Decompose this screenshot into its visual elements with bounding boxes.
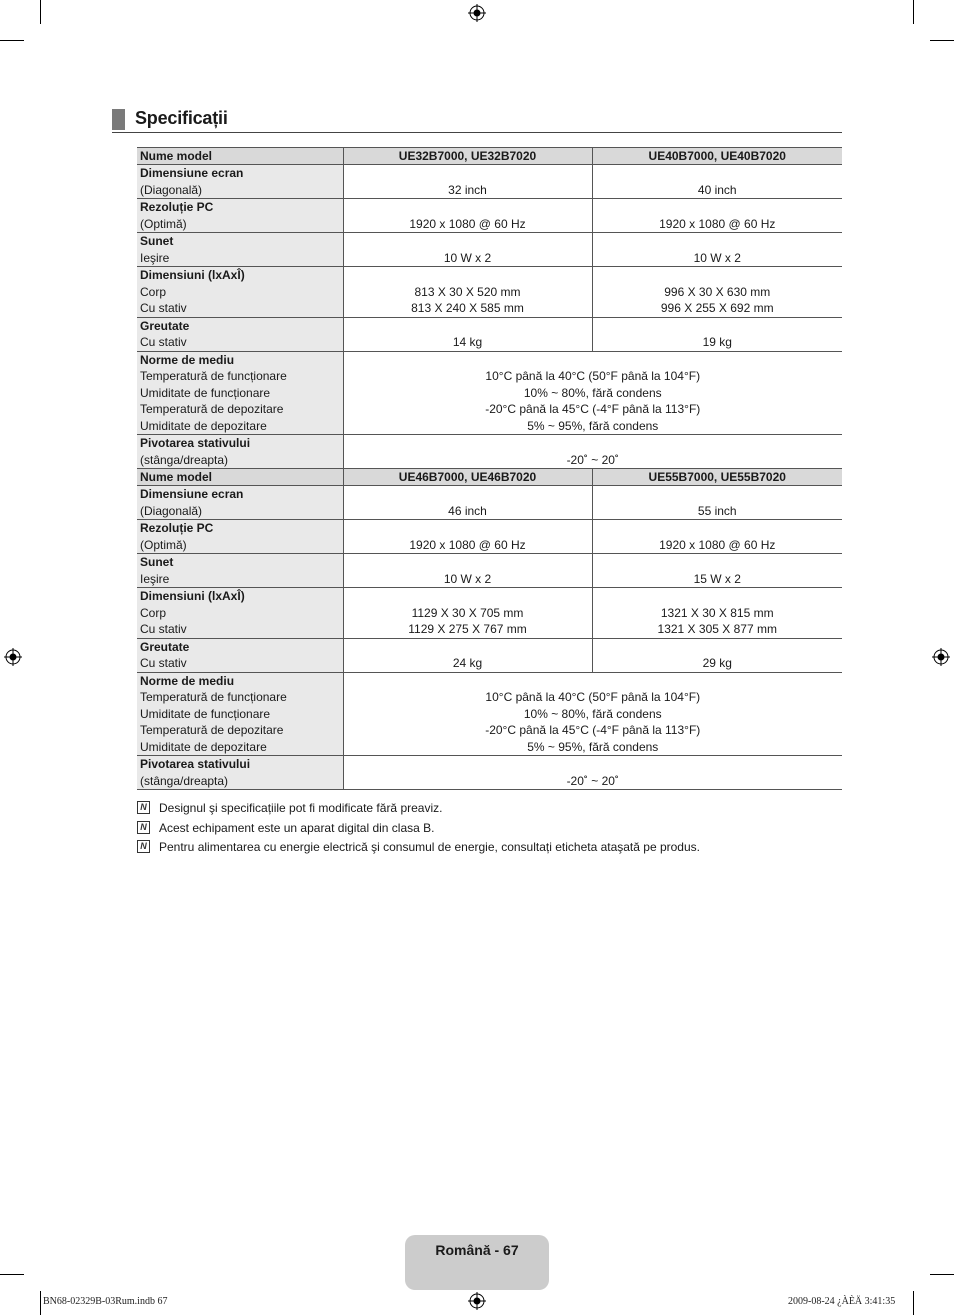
note-icon: N — [137, 801, 150, 814]
page-title: Specificații — [135, 108, 228, 128]
cell-value: 10 W x 2 — [343, 554, 592, 588]
cell-value: 1920 x 1080 @ 60 Hz — [592, 520, 842, 554]
table-row-dimensions — [137, 588, 842, 639]
cell-value: 1920 x 1080 @ 60 Hz — [343, 520, 592, 554]
cell-line: 5% ~ 95%, fără condens — [527, 739, 659, 754]
row-title: Dimensiuni (lxAxÎ) — [140, 589, 245, 603]
row-title: Rezoluție PC — [140, 521, 214, 535]
row-sub: (stânga/dreapta) — [140, 452, 229, 467]
row-sub: Umiditate de funcționare — [140, 706, 271, 721]
header-model-col2: UE55B7000, UE55B7020 — [592, 469, 842, 486]
cell-line: 813 X 240 X 585 mm — [411, 301, 524, 315]
row-title: Dimensiuni (lxAxÎ) — [140, 268, 245, 282]
table-row-dimensions — [137, 267, 842, 318]
header-model-col1: UE46B7000, UE46B7020 — [343, 469, 592, 486]
row-title: Greutate — [140, 318, 190, 333]
row-sub: (Diagonală) — [140, 182, 203, 197]
crop-mark — [0, 1274, 24, 1275]
row-sub: Umiditate de funcționare — [140, 385, 271, 400]
row-title: Dimensiune ecran — [140, 487, 244, 501]
crop-mark — [930, 40, 954, 41]
cell-line: -20°C până la 45°C (-4°F până la 113°F) — [485, 402, 701, 416]
crop-mark — [913, 0, 914, 24]
header-label: Nume model — [137, 148, 343, 165]
cell-line: 996 X 30 X 630 mm — [664, 284, 771, 299]
note-icon: N — [137, 821, 150, 834]
row-sub: Temperatură de depozitare — [140, 723, 284, 737]
table-row-environment — [137, 351, 842, 435]
heading-bar — [112, 109, 125, 130]
row-sub: Corp — [140, 284, 167, 299]
cell-value: 29 kg — [592, 638, 842, 672]
spec-table-1 — [137, 147, 842, 469]
row-sub: Corp — [140, 605, 167, 620]
section-heading — [112, 107, 842, 133]
table-row-pc — [137, 199, 842, 233]
crop-mark — [930, 1274, 954, 1275]
note-text: Acest echipament este un aparat digital din clasa B. — [159, 820, 435, 835]
table-row-weight — [137, 317, 842, 351]
table-row-weight — [137, 638, 842, 672]
registration-mark-icon — [932, 648, 950, 666]
page-number-tab — [405, 1235, 549, 1290]
table-row-swivel — [137, 435, 842, 469]
cell-value: 55 inch — [592, 486, 842, 520]
cell-line: 996 X 255 X 692 mm — [660, 301, 774, 315]
cell-value — [343, 267, 592, 318]
crop-mark — [913, 1291, 914, 1315]
cell-line: 10°C până la 40°C (50°F până la 104°F) — [485, 690, 701, 704]
page-number: Română - 67 — [435, 1242, 519, 1258]
footer-file: BN68-02329B-03Rum.indb 67 — [43, 1296, 168, 1307]
cell-value — [343, 351, 842, 435]
registration-mark-icon — [468, 1292, 486, 1310]
cell-value: 24 kg — [343, 638, 592, 672]
note-text: Designul şi specificațiile pot fi modificate fără preaviz. — [159, 801, 443, 815]
row-title: Pivotarea stativului — [140, 436, 251, 450]
cell-value: 1920 x 1080 @ 60 Hz — [343, 199, 592, 233]
cell-value: 10 W x 2 — [343, 233, 592, 267]
cell-value — [592, 267, 842, 318]
table-row-swivel — [137, 756, 842, 790]
row-sub: Umiditate de depozitare — [140, 418, 267, 433]
cell-line: 1129 X 30 X 705 mm — [411, 605, 524, 620]
table-row-sound — [137, 554, 842, 588]
table-row-environment — [137, 672, 842, 756]
cell-line: 5% ~ 95%, fără condens — [527, 418, 659, 433]
table-row-pc — [137, 520, 842, 554]
cell-line: 1129 X 275 X 767 mm — [408, 622, 527, 636]
cell-value: 10 W x 2 — [592, 233, 842, 267]
row-title: Dimensiune ecran — [140, 166, 244, 180]
footer-timestamp: 2009-08-24 ¿ÀÈÄ 3:41:35 — [788, 1296, 896, 1307]
cell-line: 813 X 30 X 520 mm — [414, 284, 521, 299]
note-icon: N — [137, 840, 150, 853]
crop-mark — [40, 1291, 41, 1315]
header-model-col2: UE40B7000, UE40B7020 — [592, 148, 842, 165]
row-sub: Ieşire — [140, 571, 170, 586]
cell-line: 10% ~ 80%, fără condens — [523, 385, 662, 400]
cell-value: 1920 x 1080 @ 60 Hz — [592, 199, 842, 233]
table-row-screen — [137, 165, 842, 199]
row-title: Sunet — [140, 555, 174, 569]
table-row-screen — [137, 486, 842, 520]
crop-mark — [0, 40, 24, 41]
cell-line: 1321 X 305 X 877 mm — [657, 622, 777, 636]
table-row-sound — [137, 233, 842, 267]
cell-value: 15 W x 2 — [592, 554, 842, 588]
row-title: Norme de mediu — [140, 673, 235, 688]
cell-value: 46 inch — [343, 486, 592, 520]
header-model-col1: UE32B7000, UE32B7020 — [343, 148, 592, 165]
crop-mark — [40, 0, 41, 24]
row-title: Norme de mediu — [140, 352, 235, 367]
row-sub: Temperatură de funcționare — [140, 690, 287, 704]
row-sub: (Optimă) — [140, 537, 187, 552]
cell-value: -20˚ ~ 20˚ — [343, 756, 842, 790]
table-header-row — [137, 148, 842, 165]
cell-value — [343, 588, 592, 639]
cell-value: -20˚ ~ 20˚ — [343, 435, 842, 469]
row-title: Rezoluție PC — [140, 200, 214, 214]
cell-value: 32 inch — [343, 165, 592, 199]
note-text: Pentru alimentarea cu energie electrică şi consumul de energie, consultați eticheta ataşată pe produs. — [159, 840, 700, 854]
cell-value — [343, 672, 842, 756]
registration-mark-icon — [4, 648, 22, 666]
cell-line: 10% ~ 80%, fără condens — [523, 706, 662, 721]
row-sub: (Optimă) — [140, 216, 187, 231]
row-title: Pivotarea stativului — [140, 757, 251, 771]
row-title: Sunet — [140, 234, 174, 248]
cell-line: 1321 X 30 X 815 mm — [660, 605, 774, 620]
spec-table-2 — [137, 468, 842, 790]
cell-value — [592, 588, 842, 639]
row-sub: (Diagonală) — [140, 503, 203, 518]
row-sub: Umiditate de depozitare — [140, 739, 267, 754]
row-sub: Ieşire — [140, 250, 170, 265]
row-sub: Temperatură de depozitare — [140, 402, 284, 416]
row-sub: Temperatură de funcționare — [140, 369, 287, 383]
row-sub: Cu stativ — [140, 301, 187, 315]
row-sub: Cu stativ — [140, 622, 187, 636]
row-title: Greutate — [140, 639, 190, 654]
row-sub: Cu stativ — [140, 335, 187, 349]
cell-line: 10°C până la 40°C (50°F până la 104°F) — [485, 369, 701, 383]
cell-value: 14 kg — [343, 317, 592, 351]
cell-value: 40 inch — [592, 165, 842, 199]
row-sub: (stânga/dreapta) — [140, 773, 229, 788]
header-label: Nume model — [137, 469, 343, 486]
cell-line: -20°C până la 45°C (-4°F până la 113°F) — [485, 723, 701, 737]
cell-value: 19 kg — [592, 317, 842, 351]
registration-mark-icon — [468, 4, 486, 22]
table-header-row — [137, 469, 842, 486]
row-sub: Cu stativ — [140, 656, 187, 670]
